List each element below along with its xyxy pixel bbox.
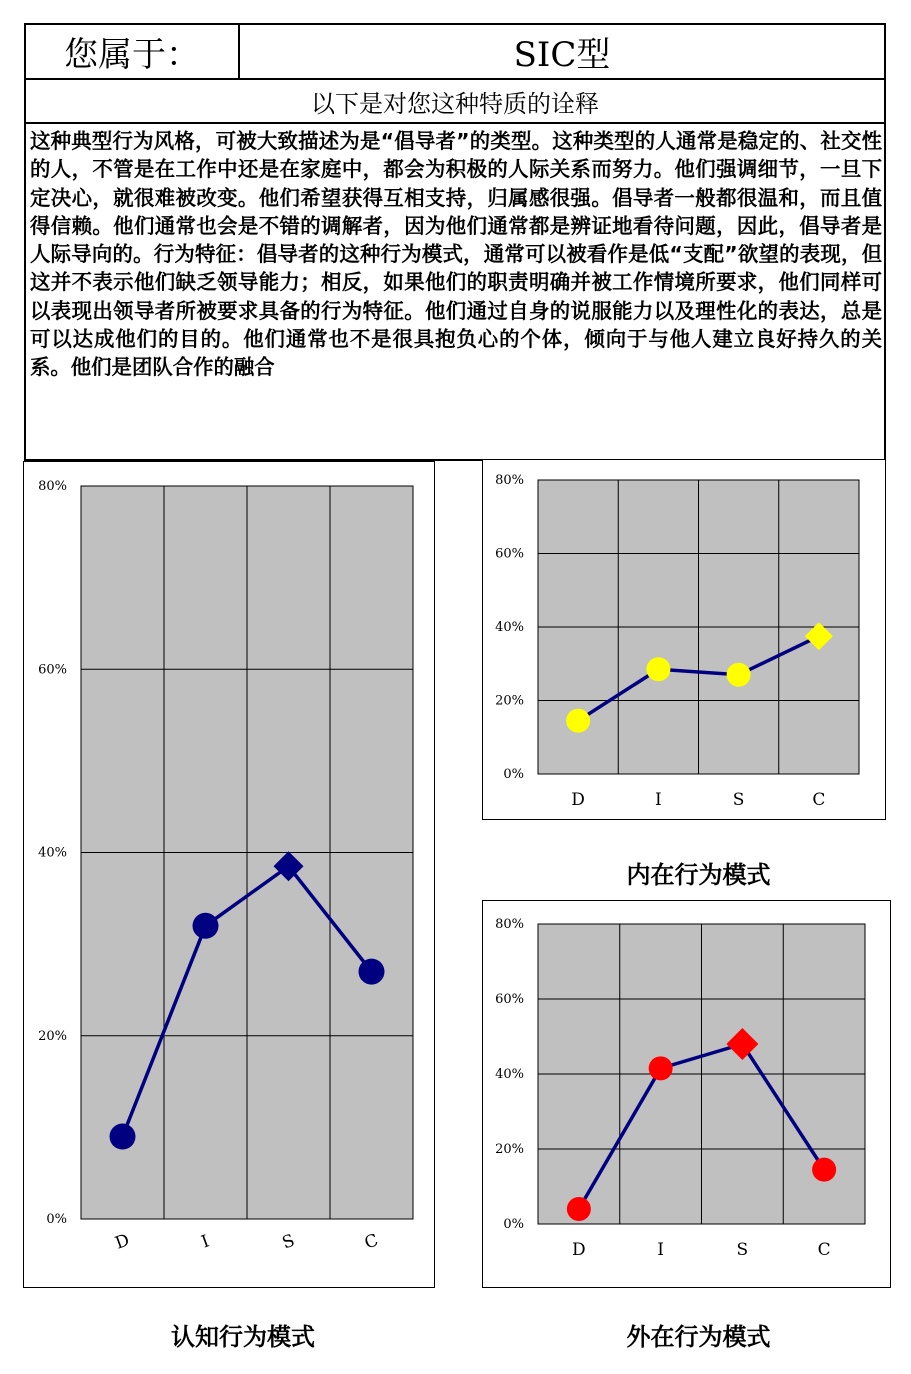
y-tick-label: 20%	[38, 1028, 67, 1044]
type-value: SIC型	[513, 35, 611, 75]
type-row	[26, 25, 884, 80]
x-tick-label: C	[817, 1240, 831, 1260]
x-tick-label: C	[361, 1230, 382, 1254]
y-tick-label: 40%	[38, 845, 67, 861]
outer-chart-caption: 外在行为模式	[626, 1323, 771, 1351]
inner-chart	[483, 460, 885, 819]
outer-chart-box	[482, 900, 891, 1288]
interpretation-subtitle: 以下是对您这种特质的诠释	[26, 80, 884, 124]
type-description: 这种典型行为风格，可被大致描述为是“倡导者”的类型。这种类型的人通常是稳定的、社交性的人，不管是在工作中还是在家庭中，都会为积极的人际关系而努力。他们强调细节，一旦下定决心，就很难被改变。他们希望获得互相支持，归属感很强。倡导者一般都很温和，而且值得信赖。他们通常也会是不错的调解者，因为他们通常都是辨证地看待问题，因此，倡导者是人际导向的。行为特征：倡导者的这种行为模式，通常可以被看作是低“支配”欲望的表现，但这并不表示他们缺乏领导能力；相反，如果他们的职责明确并被工作情境所要求，他们同样可以表现出领导者所被要求具备的行为特征。他们通过自身的说服能力以及理性化的表达，总是可以达成他们的目的。他们通常也不是很具抱负心的个体，倾向于与他人建立良好持久的关系。他们是团队合作的融合	[30, 129, 882, 380]
x-tick-label: I	[198, 1231, 213, 1253]
y-tick-label: 80%	[38, 479, 67, 494]
type-label: 您属于：	[26, 25, 240, 78]
y-tick-label: 0%	[503, 1217, 524, 1232]
cognitive-chart-box	[23, 461, 435, 1288]
y-tick-label: 20%	[495, 1142, 524, 1157]
inner-chart-caption: 内在行为模式	[626, 861, 771, 889]
data-point	[567, 1197, 591, 1221]
y-tick-label: 40%	[495, 620, 524, 635]
x-tick-label: I	[657, 1240, 664, 1260]
data-point	[649, 1056, 673, 1080]
data-point	[359, 959, 385, 985]
x-tick-label: D	[571, 790, 585, 810]
cognitive-chart-caption: 认知行为模式	[171, 1323, 315, 1351]
y-tick-label: 60%	[38, 662, 67, 678]
x-tick-label: D	[572, 1240, 586, 1260]
x-tick-label: S	[279, 1230, 298, 1254]
cognitive-chart	[24, 462, 434, 1287]
data-point	[727, 663, 751, 687]
data-point	[812, 1158, 836, 1182]
outer-chart	[483, 901, 890, 1287]
data-point	[193, 913, 219, 939]
data-point	[566, 709, 590, 733]
y-tick-label: 60%	[495, 546, 524, 562]
profile-header-table	[24, 23, 886, 461]
y-tick-label: 60%	[495, 992, 524, 1007]
x-tick-label: S	[736, 1240, 749, 1260]
x-tick-label: D	[112, 1230, 133, 1254]
y-tick-label: 0%	[503, 767, 524, 782]
x-tick-label: C	[812, 790, 826, 810]
x-tick-label: S	[732, 790, 745, 810]
x-tick-label: I	[655, 790, 662, 810]
y-tick-label: 80%	[495, 917, 524, 932]
y-tick-label: 80%	[495, 473, 524, 488]
data-point	[646, 657, 670, 681]
inner-chart-box	[482, 459, 886, 820]
data-point	[110, 1124, 136, 1150]
y-tick-label: 20%	[495, 693, 524, 709]
y-tick-label: 0%	[46, 1212, 67, 1227]
y-tick-label: 40%	[495, 1067, 524, 1082]
